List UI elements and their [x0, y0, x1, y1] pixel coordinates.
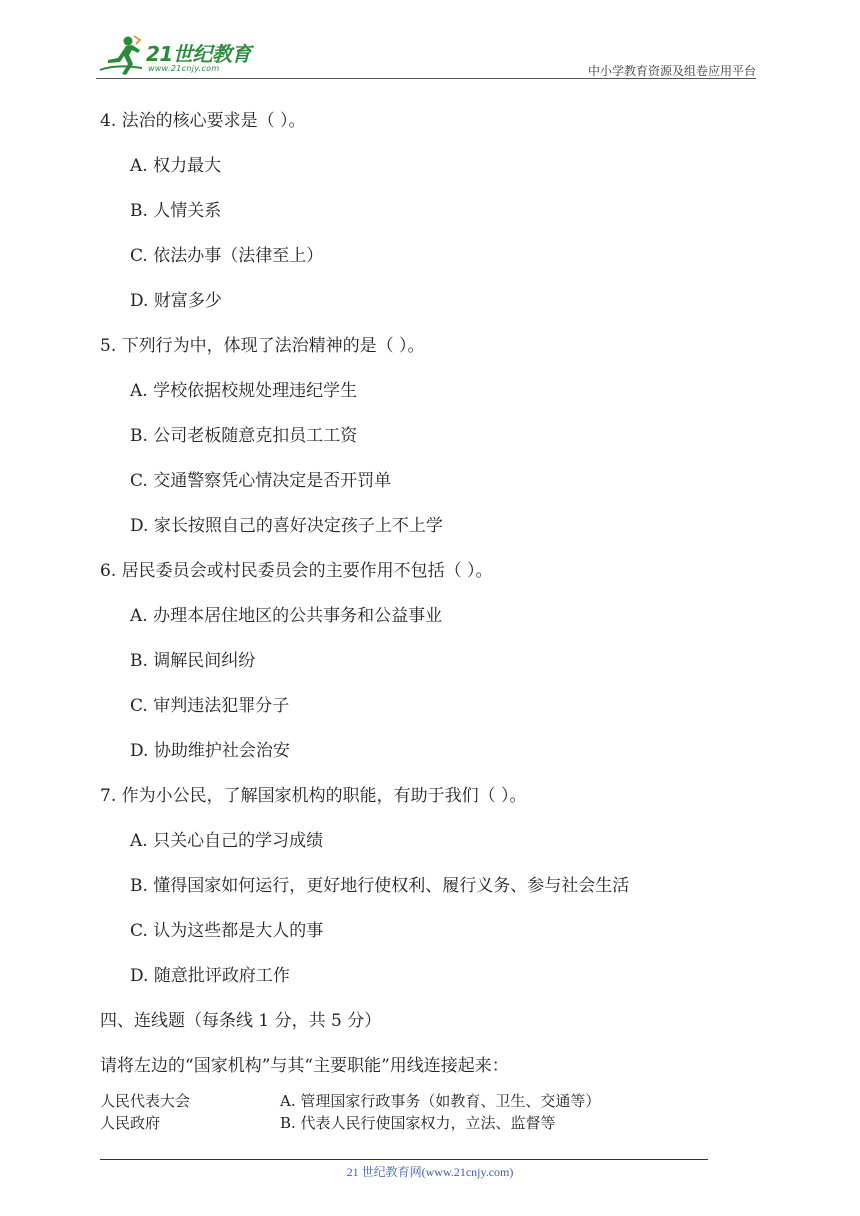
matching-left-item: 人民政府 [100, 1114, 161, 1132]
option-a: A. 学校依据校规处理违纪学生 [130, 381, 358, 401]
platform-title: 中小学教育资源及组卷应用平台 [587, 64, 756, 78]
option-d: D. 协助维护社会治安 [130, 741, 290, 761]
option-c: C. 依法办事（法律至上） [130, 246, 324, 266]
header-divider [96, 78, 756, 79]
question-stem: 5. 下列行为中，体现了法治精神的是（ ）。 [100, 336, 425, 356]
option-d: D. 财富多少 [130, 291, 222, 311]
question-5 [100, 333, 760, 539]
question-list [100, 108, 760, 1098]
question-stem: 6. 居民委员会或村民委员会的主要作用不包括（ ）。 [100, 561, 493, 581]
page-header [96, 34, 756, 82]
section-title: 四、连线题（每条线 1 分，共 5 分） [100, 1011, 382, 1031]
option-d: D. 随意批评政府工作 [130, 966, 290, 986]
footer-divider [100, 1159, 708, 1160]
option-c: C. 审判违法犯罪分子 [130, 696, 290, 716]
option-a: A. 只关心自己的学习成绩 [130, 831, 324, 851]
option-c: C. 交通警察凭心情决定是否开罚单 [130, 471, 392, 491]
option-b: B. 懂得国家如何运行，更好地行使权利、履行义务、参与社会生活 [130, 876, 630, 896]
question-stem: 4. 法治的核心要求是（ ）。 [100, 111, 306, 131]
matching-left-item: 人民代表大会 [100, 1092, 191, 1110]
logo-url-text: www.21cnjy.com [148, 64, 220, 73]
question-6 [100, 558, 760, 764]
question-7 [100, 783, 760, 989]
runner-logo-icon [96, 34, 146, 78]
section-instruction: 请将左边的“国家机构”与其“主要职能”用线连接起来： [100, 1056, 509, 1076]
site-logo[interactable] [96, 34, 266, 78]
option-b: B. 调解民间纠纷 [130, 651, 256, 671]
option-b: B. 公司老板随意克扣员工工资 [130, 426, 358, 446]
matching-row [100, 1112, 720, 1134]
question-stem: 7. 作为小公民，了解国家机构的职能，有助于我们（ ）。 [100, 786, 527, 806]
matching-row [100, 1090, 720, 1112]
matching-right-item: A. 管理国家行政事务（如教育、卫生、交通等） [280, 1092, 601, 1110]
matching-table [100, 1090, 720, 1134]
matching-right-item: B. 代表人民行使国家权力，立法、监督等 [280, 1114, 556, 1132]
question-4 [100, 108, 760, 314]
option-d: D. 家长按照自己的喜好决定孩子上不上学 [130, 516, 443, 536]
option-a: A. 办理本居住地区的公共事务和公益事业 [130, 606, 443, 626]
option-c: C. 认为这些都是大人的事 [130, 921, 324, 941]
option-a: A. 权力最大 [130, 156, 222, 176]
logo-text: 21世纪教育 [146, 42, 251, 66]
option-b: B. 人情关系 [130, 201, 222, 221]
footer-link[interactable]: 21 世纪教育网(www.21cnjy.com) [346, 1165, 514, 1179]
